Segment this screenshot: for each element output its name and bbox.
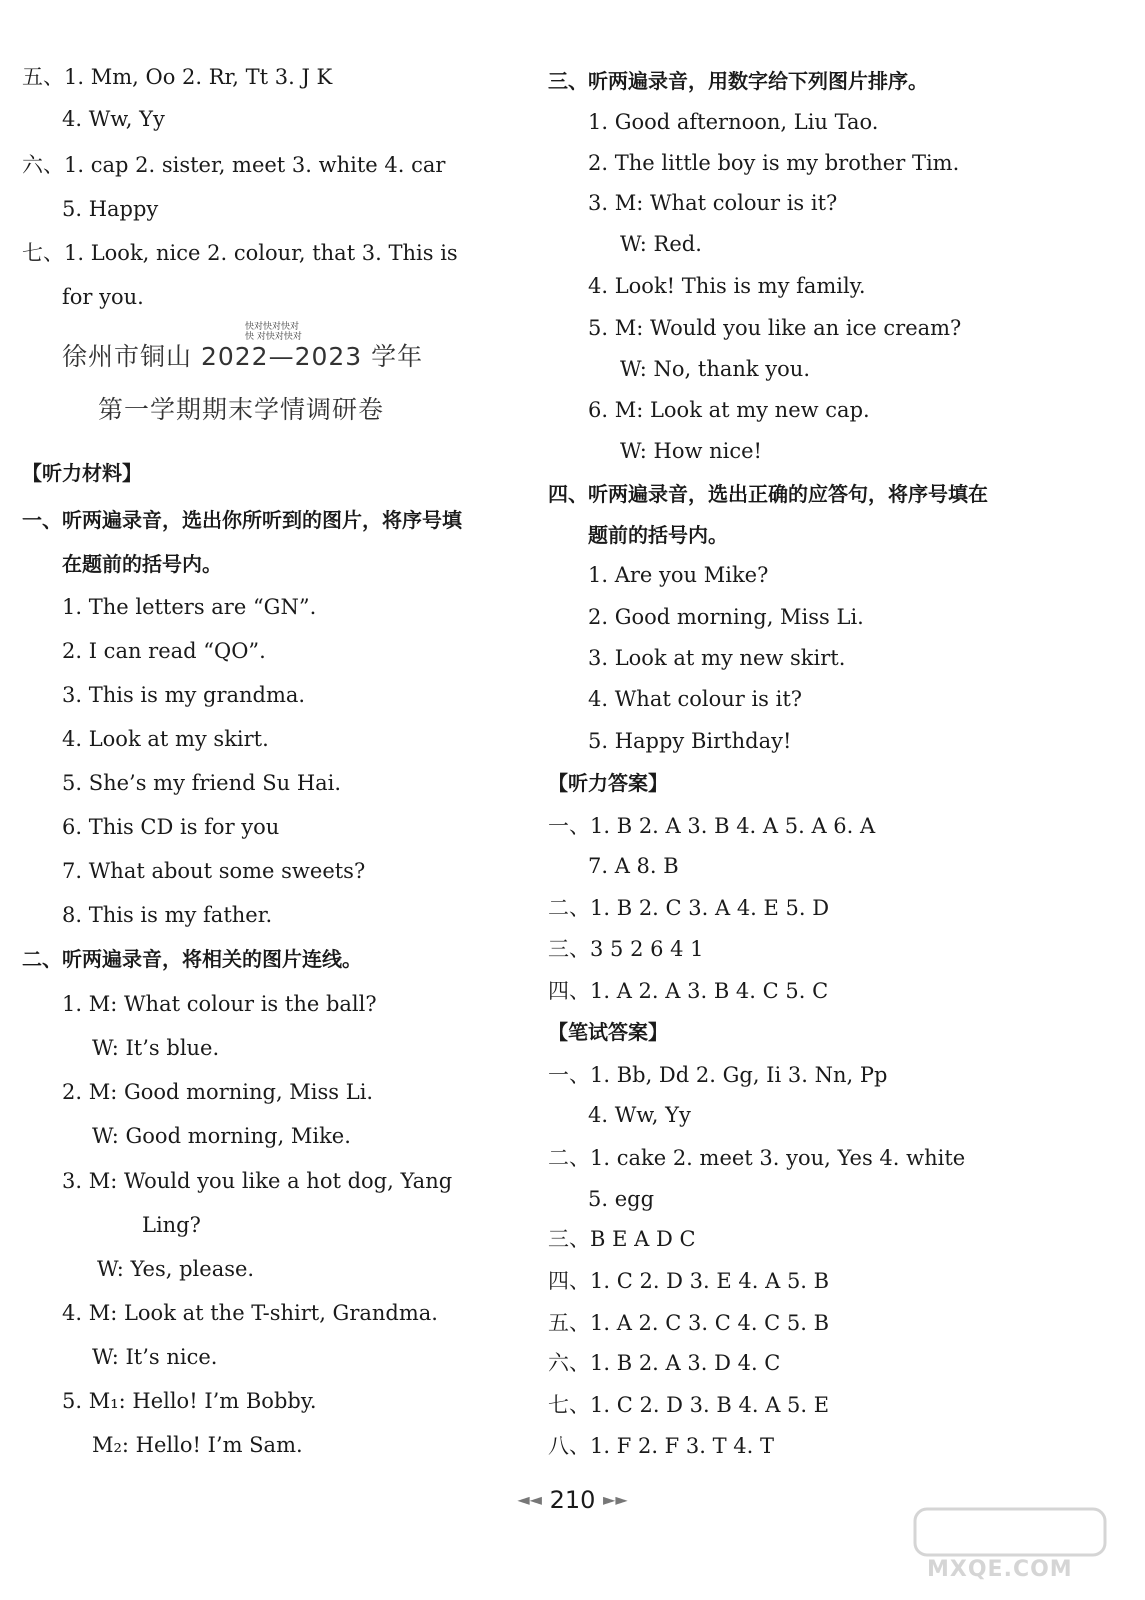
right-text-line: 5. M: Would you like an ice cream? [588, 316, 962, 340]
left-text-line: 【听力材料】 [22, 461, 142, 485]
right-text-line: 二、1. cake 2. meet 3. you, Yes 4. white [548, 1146, 966, 1170]
right-text-line: 5. Happy Birthday! [588, 729, 792, 753]
left-text-line: 4. Look at my skirt. [62, 727, 269, 751]
right-text-line: 【笔试答案】 [548, 1020, 668, 1044]
prev-arrows-icon: ◄◄ [517, 1490, 542, 1509]
watermark-logo-icon [905, 1505, 1115, 1560]
left-text-line: 二、听两遍录音，将相关的图片连线。 [22, 947, 362, 971]
left-text-line: 4. M: Look at the T-shirt, Grandma. [62, 1301, 438, 1325]
left-text-line: 2. M: Good morning, Miss Li. [62, 1080, 374, 1104]
small-stamp [245, 322, 302, 342]
right-text-line: W: No, thank you. [620, 357, 810, 381]
left-text-line: 4. Ww, Yy [62, 107, 165, 131]
watermark [905, 1505, 1115, 1590]
left-text-line: 6. This CD is for you [62, 815, 280, 839]
left-text-line: 2. I can read “QO”. [62, 639, 266, 663]
right-text-line: 7. A 8. B [588, 854, 679, 878]
left-text-line: 1. The letters are “GN”. [62, 595, 317, 619]
right-text-line: 四、听两遍录音，选出正确的应答句，将序号填在 [548, 482, 988, 506]
left-text-line: 一、听两遍录音，选出你所听到的图片，将序号填 [22, 508, 462, 532]
left-text-line: 5. Happy [62, 197, 159, 221]
left-text-line: for you. [62, 285, 144, 309]
right-text-line: 4. What colour is it? [588, 687, 803, 711]
left-text-line: 3. M: Would you like a hot dog, Yang [62, 1169, 453, 1193]
left-text-line: 五、1. Mm, Oo 2. Rr, Tt 3. J K [22, 65, 333, 89]
left-text-line: 六、1. cap 2. sister, meet 3. white 4. car [22, 153, 446, 177]
right-text-line: 5. egg [588, 1187, 655, 1211]
left-text-line: 5. M₁: Hello! I’m Bobby. [62, 1389, 317, 1413]
right-text-line: 1. Good afternoon, Liu Tao. [588, 110, 879, 134]
left-text-line: 1. M: What colour is the ball? [62, 992, 377, 1016]
right-text-line: 三、3 5 2 6 4 1 [548, 937, 704, 961]
right-text-line: 六、1. B 2. A 3. D 4. C [548, 1351, 781, 1375]
left-text-line: W: Yes, please. [97, 1257, 255, 1281]
right-text-line: 2. The little boy is my brother Tim. [588, 151, 960, 175]
right-text-line: 四、1. C 2. D 3. E 4. A 5. B [548, 1269, 830, 1293]
stamp-line-2: 快 对快对快对 [245, 332, 302, 342]
right-text-line: 三、B E A D C [548, 1227, 696, 1251]
right-text-line: 题前的括号内。 [588, 523, 728, 547]
right-text-line: 2. Good morning, Miss Li. [588, 605, 864, 629]
left-text-line: W: It’s blue. [92, 1036, 220, 1060]
left-text-line: W: Good morning, Mike. [92, 1124, 351, 1148]
watermark-url: MXQE.COM [927, 1557, 1073, 1582]
right-text-line: 【听力答案】 [548, 771, 668, 795]
right-text-line: 八、1. F 2. F 3. T 4. T [548, 1434, 775, 1458]
left-text-line: 7. What about some sweets? [62, 859, 366, 883]
left-text-line: 第一学期期末学情调研卷 [98, 395, 385, 424]
left-text-line: Ling? [142, 1213, 201, 1237]
left-text-line: W: It’s nice. [92, 1345, 218, 1369]
right-text-line: 三、听两遍录音，用数字给下列图片排序。 [548, 69, 928, 93]
left-text-line: 8. This is my father. [62, 903, 273, 927]
stamp-line-1: 快对快对快对 [245, 322, 300, 332]
right-text-line: 3. M: What colour is it? [588, 191, 838, 215]
left-text-line: 徐州市铜山 2022—2023 学年 [62, 342, 424, 371]
right-text-line: 4. Look! This is my family. [588, 274, 866, 298]
right-text-line: 四、1. A 2. A 3. B 4. C 5. C [548, 979, 829, 1003]
right-text-line: 6. M: Look at my new cap. [588, 398, 870, 422]
next-arrows-icon: ►► [603, 1490, 628, 1509]
right-text-line: 五、1. A 2. C 3. C 4. C 5. B [548, 1311, 830, 1335]
right-text-line: 1. Are you Mike? [588, 563, 769, 587]
right-text-line: 七、1. C 2. D 3. B 4. A 5. E [548, 1393, 830, 1417]
left-text-line: M₂: Hello! I’m Sam. [92, 1433, 303, 1457]
right-text-line: 4. Ww, Yy [588, 1103, 691, 1127]
left-text-line: 在题前的括号内。 [62, 552, 222, 576]
page-number: 210 [549, 1486, 596, 1514]
right-text-line: W: Red. [620, 232, 702, 256]
right-text-line: 3. Look at my new skirt. [588, 646, 846, 670]
left-text-line: 5. She’s my friend Su Hai. [62, 771, 342, 795]
right-text-line: 一、1. Bb, Dd 2. Gg, Ii 3. Nn, Pp [548, 1063, 888, 1087]
right-text-line: 二、1. B 2. C 3. A 4. E 5. D [548, 896, 830, 920]
left-text-line: 3. This is my grandma. [62, 683, 306, 707]
right-text-line: W: How nice! [620, 439, 762, 463]
right-text-line: 一、1. B 2. A 3. B 4. A 5. A 6. A [548, 814, 876, 838]
left-text-line: 七、1. Look, nice 2. colour, that 3. This is [22, 241, 458, 265]
